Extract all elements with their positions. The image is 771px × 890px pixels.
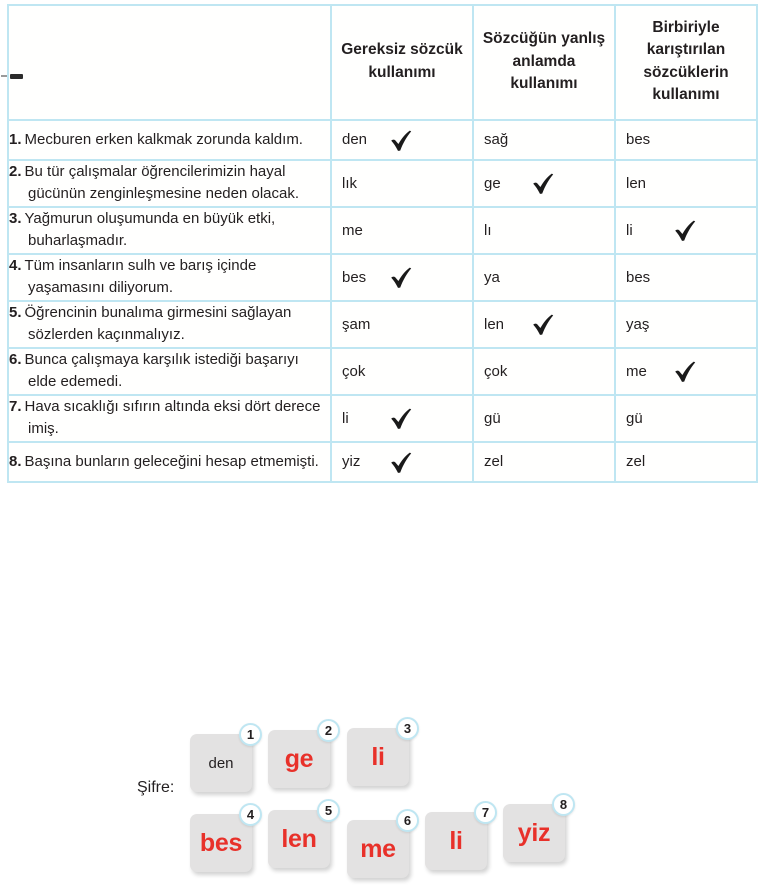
cipher-tile-syllable: den [208,754,234,772]
checkmark-icon [530,171,556,197]
table-header-row [8,5,757,120]
cipher-tile[interactable] [425,805,490,870]
option-inner [626,449,746,475]
cipher-tile-syllable: li [449,826,463,855]
sentence-body: Yağmurun oluşumunda en büyük etki, buharlaşmadır. [24,209,276,250]
stray-dash-mark [10,74,23,79]
option-cell[interactable] [615,301,757,348]
table-header [8,5,757,120]
cipher-tile[interactable] [190,727,255,792]
table-row [8,348,757,395]
table-row [8,395,757,442]
option-content[interactable] [332,399,472,437]
option-content[interactable] [616,211,756,249]
option-content[interactable] [616,258,756,296]
option-inner [484,264,604,290]
checkmark-icon [672,359,698,385]
option-inner [342,264,462,290]
checkmark-icon [672,218,698,244]
option-inner [626,217,746,243]
option-cell[interactable] [473,395,615,442]
option-syllable: zel [626,453,646,471]
table-body [8,120,757,482]
option-inner [626,127,746,153]
sentence-body: Tüm insanların sulh ve barış içinde yaşamasını diliyorum. [24,256,257,297]
option-syllable: bes [626,268,651,286]
option-inner [342,449,462,475]
table-row [8,207,757,254]
sentence-cell [8,442,331,482]
option-syllable: zel [484,453,504,471]
option-content[interactable] [474,352,614,390]
option-inner [484,449,604,475]
option-content[interactable] [474,164,614,202]
cipher-label: Şifre: [137,779,175,796]
option-cell[interactable] [331,348,473,395]
cipher-tile[interactable] [268,723,333,788]
option-cell[interactable] [615,207,757,254]
sentence-number: 8. [9,452,22,470]
cipher-tile-number-badge: 5 [317,799,340,822]
option-cell[interactable] [331,120,473,160]
option-syllable: li [342,409,349,427]
table-row [8,160,757,207]
option-content[interactable] [616,121,756,159]
sentence-cell [8,301,331,348]
sentence-number: 5. [9,303,22,321]
option-cell[interactable] [331,160,473,207]
option-syllable: lık [342,174,357,192]
cipher-tile[interactable] [347,721,412,786]
header-label-gereksiz: Gereksiz sözcük kullanımı [341,41,463,81]
option-cell[interactable] [331,442,473,482]
option-cell[interactable] [331,254,473,301]
option-syllable: len [484,315,505,333]
sentence-body: Öğrencinin bunalıma girmesini sağlayan sözlerden kaçınmalıyız. [24,303,292,344]
option-content[interactable] [332,211,472,249]
option-cell[interactable] [615,160,757,207]
option-inner [342,358,462,384]
sentence-cell [8,395,331,442]
option-inner [484,127,604,153]
option-inner [342,217,462,243]
sentence-number: 2. [9,162,22,180]
cipher-tile-syllable: me [360,834,396,863]
option-content[interactable] [616,305,756,343]
option-cell[interactable] [615,348,757,395]
option-content[interactable] [332,258,472,296]
sentence-text [9,451,330,474]
option-content[interactable] [332,443,472,481]
option-cell[interactable] [473,254,615,301]
option-content[interactable] [616,399,756,437]
option-syllable: gü [626,409,643,427]
option-syllable: bes [342,268,367,286]
option-inner [626,358,746,384]
cipher-tile-number-badge: 8 [552,793,575,816]
option-syllable: şam [342,315,371,333]
option-cell[interactable] [615,442,757,482]
option-inner [484,217,604,243]
header-cell-karistirilan [615,5,757,120]
option-cell[interactable] [473,301,615,348]
checkmark-icon [388,406,414,432]
option-syllable: me [342,221,363,239]
sentence-text [9,255,330,300]
sentence-body: Bunca çalışmaya karşılık istediği başarıyı elde edemedi. [24,350,299,391]
sentence-text [9,129,330,152]
option-inner [484,311,604,337]
sentence-text [9,161,330,206]
sentence-cell [8,160,331,207]
option-cell[interactable] [331,395,473,442]
sentence-number: 7. [9,397,22,415]
sentence-number: 4. [9,256,22,274]
cipher-section [0,714,771,890]
cipher-tile-syllable: yiz [517,818,551,847]
cipher-tile-number-badge: 7 [474,801,497,824]
option-inner [626,311,746,337]
option-inner [626,170,746,196]
sentence-body: Başına bunların geleceğini hesap etmemişti. [24,452,319,470]
table-row [8,120,757,160]
table-row [8,254,757,301]
option-syllable: ge [484,174,501,192]
cipher-tile-number-badge: 1 [239,723,262,746]
cipher-tile-syllable: ge [284,744,314,773]
header-cell-gereksiz [331,5,473,120]
option-syllable: len [626,174,647,192]
option-content[interactable] [474,399,614,437]
option-cell[interactable] [473,160,615,207]
table-row [8,301,757,348]
sentence-number: 3. [9,209,22,227]
sentence-number: 1. [9,130,22,148]
header-label-yanlis-anlam: Sözcüğün yanlış anlamda kullanımı [482,30,606,93]
checkmark-icon [388,265,414,291]
header-label-karistirilan: Birbiriyle karıştırılan sözcüklerin kullanımı [643,19,729,104]
cipher-tile-syllable: li [371,742,385,771]
option-content[interactable] [616,164,756,202]
option-cell[interactable] [331,301,473,348]
option-cell[interactable] [473,348,615,395]
option-inner [342,311,462,337]
option-cell[interactable] [615,120,757,160]
checkmark-icon [388,128,414,154]
sentence-text [9,208,330,253]
option-content[interactable] [332,352,472,390]
sentence-cell [8,348,331,395]
header-cell-blank [8,5,331,120]
sentence-number: 6. [9,350,22,368]
option-syllable: sağ [484,131,509,149]
cipher-tile-number-badge: 3 [396,717,419,740]
option-content[interactable] [332,164,472,202]
option-syllable: lı [484,221,492,239]
option-syllable: çok [484,362,508,380]
option-inner [342,170,462,196]
option-inner [626,264,746,290]
worksheet-table-wrapper [7,4,756,483]
option-content[interactable] [474,258,614,296]
option-syllable: yaş [626,315,650,333]
header-cell-yanlis-anlam [473,5,615,120]
option-content[interactable] [474,211,614,249]
cipher-tile-number-badge: 6 [396,809,419,832]
sentence-text [9,302,330,347]
sentence-text [9,396,330,441]
option-syllable: gü [484,409,501,427]
cipher-tile-syllable: len [281,824,317,853]
option-cell[interactable] [473,207,615,254]
option-content[interactable] [332,305,472,343]
option-syllable: li [626,221,633,239]
option-inner [342,127,462,153]
sentence-body: Hava sıcaklığı sıfırın altında eksi dört derece imiş. [24,397,321,438]
cipher-tile-number-badge: 2 [317,719,340,742]
sentence-body: Mecburen erken kalkmak zorunda kaldım. [24,130,303,148]
checkmark-icon [530,312,556,338]
option-syllable: bes [626,131,651,149]
option-content[interactable] [474,443,614,481]
option-syllable: yiz [342,453,361,471]
option-content[interactable] [474,121,614,159]
option-content[interactable] [616,352,756,390]
option-inner [342,405,462,431]
option-inner [484,170,604,196]
option-syllable: den [342,131,368,149]
answer-table [7,4,758,483]
option-inner [626,405,746,431]
option-cell[interactable] [473,120,615,160]
option-content[interactable] [474,305,614,343]
option-cell[interactable] [473,442,615,482]
cipher-tile[interactable] [268,803,333,868]
sentence-cell [8,254,331,301]
sentence-cell [8,207,331,254]
option-inner [484,358,604,384]
option-syllable: me [626,362,647,380]
sentence-cell [8,120,331,160]
option-content[interactable] [332,121,472,159]
cipher-tile-syllable: bes [199,828,243,857]
cipher-tile-number-badge: 4 [239,803,262,826]
cipher-tile[interactable] [347,813,412,878]
option-syllable: ya [484,268,500,286]
sentence-body: Bu tür çalışmalar öğrencilerimizin hayal gücünün zenginleşmesine neden olacak. [24,162,300,203]
option-cell[interactable] [615,254,757,301]
option-content[interactable] [616,443,756,481]
option-syllable: çok [342,362,366,380]
sentence-text [9,349,330,394]
cipher-tile[interactable] [190,807,255,872]
option-cell[interactable] [331,207,473,254]
option-inner [484,405,604,431]
cipher-tile[interactable] [503,797,568,862]
checkmark-icon [388,450,414,476]
table-row [8,442,757,482]
option-cell[interactable] [615,395,757,442]
